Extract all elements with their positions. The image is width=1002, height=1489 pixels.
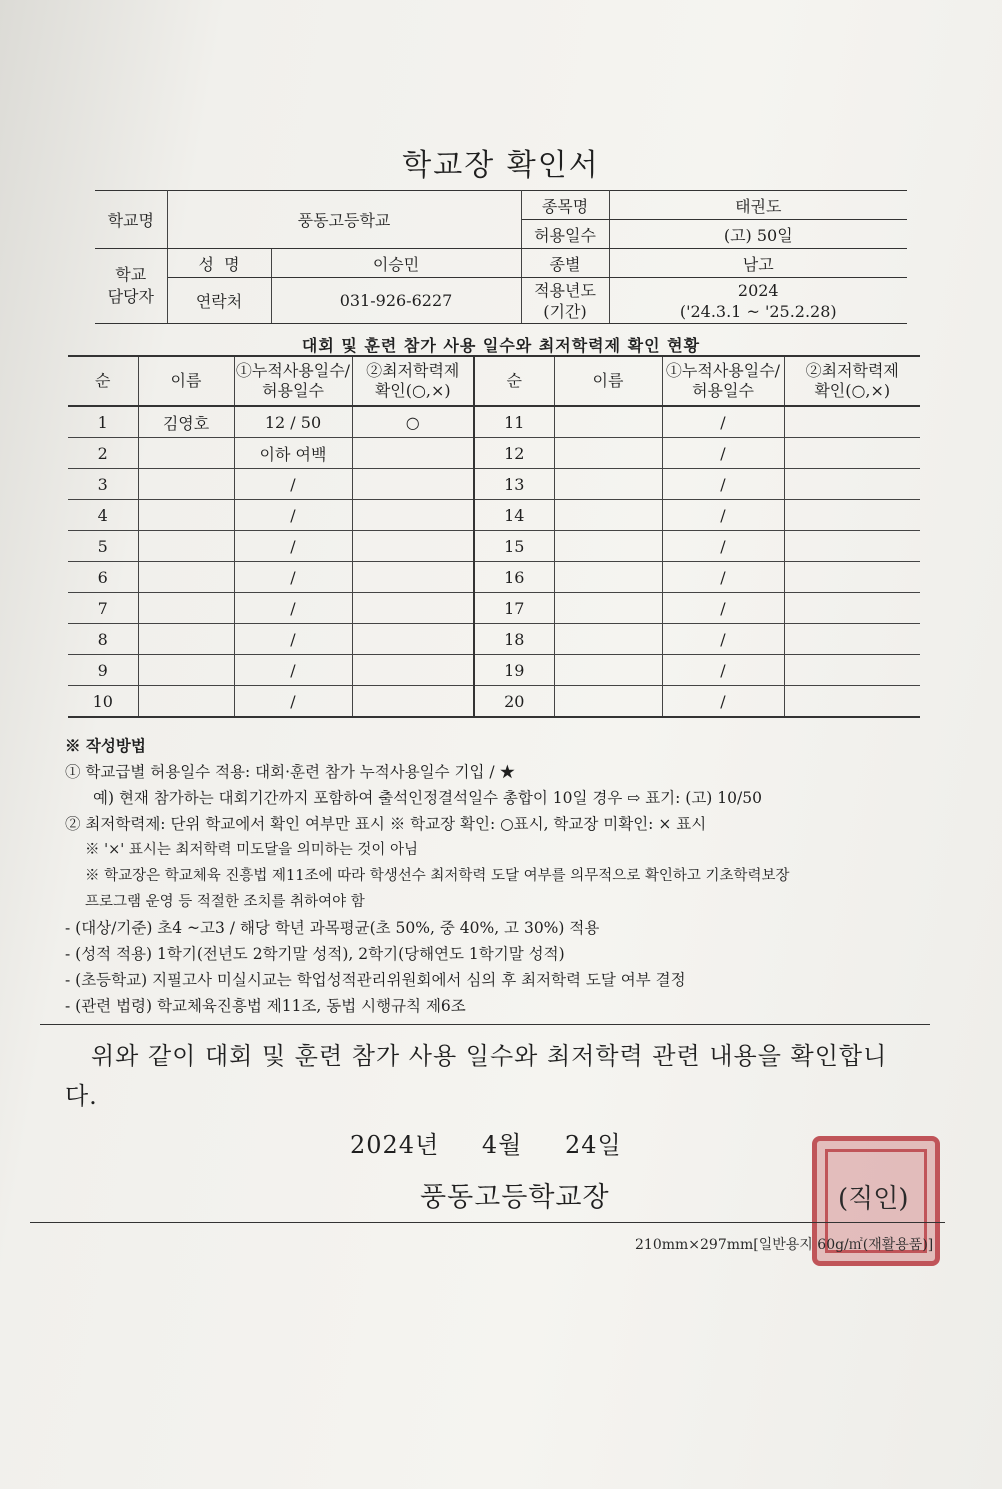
row-no: 7 (68, 593, 138, 624)
header-no: 순 (68, 356, 138, 406)
table-header-row (68, 356, 920, 406)
allowed-days-value: (고) 50일 (609, 220, 907, 249)
row-days-right: / (662, 500, 784, 531)
row-check (352, 469, 474, 500)
row-days: / (234, 655, 352, 686)
paper-spec: 210mm×297mm[일반용지 60g/㎡(재활용품)] (635, 1237, 934, 1253)
row-days-right: / (662, 624, 784, 655)
note-2-a: ※ '×' 표시는 최저학력 미도달을 의미하는 것이 아님 (85, 842, 419, 858)
row-name-right (554, 686, 662, 718)
row-no: 9 (68, 655, 138, 686)
row-check (352, 438, 474, 469)
row-check (352, 624, 474, 655)
school-name-value: 풍동고등학교 (167, 191, 521, 249)
table-row (68, 562, 920, 593)
sport-value: 태권도 (609, 191, 907, 220)
allowed-days-label: 허용일수 (521, 220, 609, 249)
row-days-right: / (662, 406, 784, 438)
date-year: 2024년 (350, 1131, 440, 1159)
row-name (138, 655, 234, 686)
row-name (138, 469, 234, 500)
instructions (65, 733, 935, 1019)
header-name-right: 이름 (554, 356, 662, 406)
row-check (352, 500, 474, 531)
header-days-right: ①누적사용일수/ 허용일수 (662, 356, 784, 406)
table-row (68, 500, 920, 531)
row-no-right: 14 (474, 500, 554, 531)
row-name (138, 686, 234, 718)
row-check (352, 686, 474, 718)
row-check: ○ (352, 406, 474, 438)
row-check (352, 531, 474, 562)
table-row (68, 655, 920, 686)
row-check (352, 655, 474, 686)
row-name (138, 624, 234, 655)
header-name: 이름 (138, 356, 234, 406)
row-name-right (554, 469, 662, 500)
row-check (352, 562, 474, 593)
row-name: 김영호 (138, 406, 234, 438)
row-check-right (784, 686, 920, 718)
participation-table (68, 355, 920, 718)
row-days-right: / (662, 531, 784, 562)
row-no-right: 13 (474, 469, 554, 500)
row-days-right: / (662, 686, 784, 718)
row-days: / (234, 624, 352, 655)
manager-label: 학교 담당자 (95, 249, 167, 324)
principal-name: 풍동고등학교장 (420, 1182, 610, 1213)
note-1-example: 예) 현재 참가하는 대회기간까지 포함하여 출석인정결석일수 총합이 10일 경우 ⇨ 표기: (고) 10/50 (93, 789, 762, 807)
date-day: 24일 (565, 1131, 622, 1159)
year-value: 2024 (737, 280, 779, 300)
row-name-right (554, 500, 662, 531)
row-name-right (554, 655, 662, 686)
confirmation-text: 위와 같이 대회 및 훈련 참가 사용 일수와 최저학력 관련 내용을 확인합니다. (65, 1042, 888, 1110)
note-2-b-cont: 프로그램 운영 등 적절한 조치를 취하여야 함 (85, 894, 365, 910)
row-days: / (234, 469, 352, 500)
status-subtitle: 대회 및 훈련 참가 사용 일수와 최저학력제 확인 현황 (301, 336, 701, 355)
row-no-right: 15 (474, 531, 554, 562)
header-no-right: 순 (474, 356, 554, 406)
note-2-b: ※ 학교장은 학교체육 진흥법 제11조에 따라 학생선수 최저학력 도달 여부를 의무적으로 확인하고 기초학력보장 (85, 868, 790, 884)
row-check-right (784, 469, 920, 500)
row-name-right (554, 406, 662, 438)
row-no-right: 19 (474, 655, 554, 686)
document-title: 학교장 확인서 (402, 148, 600, 183)
table-row (68, 593, 920, 624)
row-no-right: 16 (474, 562, 554, 593)
year-label: 적용년도 (기간) (521, 278, 609, 324)
row-days: / (234, 531, 352, 562)
date-month: 4월 (481, 1131, 523, 1159)
row-days: 이하 여백 (234, 438, 352, 469)
row-no: 6 (68, 562, 138, 593)
header-days: ①누적사용일수/ 허용일수 (234, 356, 352, 406)
name-label: 성 명 (167, 249, 271, 278)
header-check-right: ②최저학력제 확인(○,×) (784, 356, 920, 406)
table-row (68, 531, 920, 562)
row-no: 3 (68, 469, 138, 500)
row-days: / (234, 500, 352, 531)
row-days: 12 / 50 (234, 406, 352, 438)
divider (40, 1024, 930, 1025)
table-row (68, 406, 920, 438)
table-row (68, 469, 920, 500)
row-name (138, 593, 234, 624)
sport-label: 종목명 (521, 191, 609, 220)
row-name (138, 438, 234, 469)
row-days-right: / (662, 655, 784, 686)
note-detail-4: - (관련 법령) 학교체육진흥법 제11조, 동법 시행규칙 제6조 (65, 997, 466, 1015)
note-detail-1: - (대상/기준) 초4 ~고3 / 해당 학년 과목평균(초 50%, 중 40%, 고 30%) 적용 (65, 919, 600, 937)
table-row (68, 624, 920, 655)
row-days-right: / (662, 562, 784, 593)
row-days-right: / (662, 469, 784, 500)
row-no: 4 (68, 500, 138, 531)
row-check-right (784, 624, 920, 655)
row-check-right (784, 500, 920, 531)
table-row (68, 686, 920, 718)
row-no: 5 (68, 531, 138, 562)
note-2: ② 최저학력제: 단위 학교에서 확인 여부만 표시 ※ 학교장 확인: ○표시, 학교장 미확인: × 표시 (65, 815, 707, 833)
header-check: ②최저학력제 확인(○,×) (352, 356, 474, 406)
row-name-right (554, 593, 662, 624)
seal-label: (직인) (838, 1184, 909, 1214)
row-name-right (554, 438, 662, 469)
row-check-right (784, 406, 920, 438)
row-no-right: 17 (474, 593, 554, 624)
row-no-right: 20 (474, 686, 554, 718)
issue-date (350, 1125, 656, 1160)
contact-value: 031-926-6227 (271, 278, 521, 324)
footer-divider (30, 1222, 945, 1223)
row-no: 1 (68, 406, 138, 438)
row-check-right (784, 438, 920, 469)
row-name-right (554, 562, 662, 593)
row-no-right: 12 (474, 438, 554, 469)
table-row (68, 438, 920, 469)
row-check (352, 593, 474, 624)
name-value: 이승민 (271, 249, 521, 278)
notes-heading: ※ 작성방법 (65, 736, 146, 755)
row-name (138, 500, 234, 531)
row-days: / (234, 562, 352, 593)
row-no: 8 (68, 624, 138, 655)
row-name (138, 562, 234, 593)
row-no-right: 11 (474, 406, 554, 438)
note-detail-2: - (성적 적용) 1학기(전년도 2학기말 성적), 2학기(당해연도 1학기말 성적) (65, 945, 565, 963)
note-detail-3: - (초등학교) 지필고사 미실시교는 학업성적관리위원회에서 심의 후 최저학력 도달 여부 결정 (65, 971, 686, 989)
row-name-right (554, 624, 662, 655)
row-name-right (554, 531, 662, 562)
row-check-right (784, 655, 920, 686)
row-check-right (784, 531, 920, 562)
school-info-table (95, 190, 907, 324)
row-name (138, 531, 234, 562)
note-1: ① 학교급별 허용일수 적용: 대회·훈련 참가 누적사용일수 기입 / ★ (65, 763, 516, 781)
row-no: 10 (68, 686, 138, 718)
period-value: ('24.3.1 ~ '25.2.28) (679, 301, 837, 321)
gender-value: 남고 (609, 249, 907, 278)
row-days: / (234, 686, 352, 718)
row-no-right: 18 (474, 624, 554, 655)
row-no: 2 (68, 438, 138, 469)
year-cell (609, 278, 907, 324)
gender-label: 종별 (521, 249, 609, 278)
row-days-right: / (662, 438, 784, 469)
row-check-right (784, 593, 920, 624)
contact-label: 연락처 (167, 278, 271, 324)
school-name-label: 학교명 (95, 191, 167, 249)
row-days: / (234, 593, 352, 624)
row-days-right: / (662, 593, 784, 624)
row-check-right (784, 562, 920, 593)
